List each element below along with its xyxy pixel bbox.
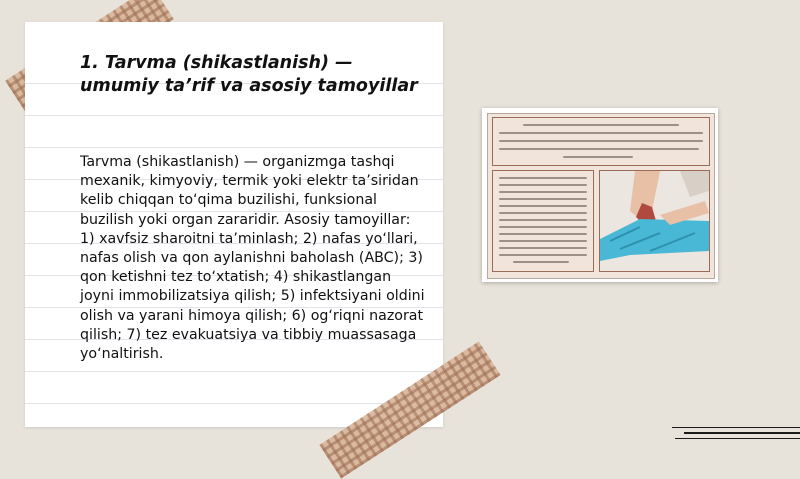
figure-card — [482, 108, 718, 282]
decorative-line-3 — [675, 438, 800, 439]
slide-title: 1. Tarvma (shikastlanish) — umumiy ta’rif va asosiy tamoyillar — [80, 53, 418, 96]
figure-caption-box — [492, 117, 710, 166]
figure-description-box — [492, 170, 594, 272]
figure-frame — [487, 113, 715, 279]
decorative-line-1 — [672, 427, 800, 428]
slide-body-text: Tarvma (shikastlanish) — organizmga tashqi mexanik, kimyoviy, termik yoki elektr ta’siridan kelib chiqqan to‘qima buzilishi, funksional buzilish yoki organ zararidir. Asosiy tamoyillar: 1) xavfsiz sharoitni ta’minlash; 2) nafas yo‘llari, nafas olish va qon aylanishni baholash (ABC); 3) qon ketishni tez to‘xtatish; 4) shikastlangan joyni immobilizatsiya qilish; 5) infektsiyani oldini olish va yarani himoya qilish; 6) og‘riqni nazorat qilish; 7) tez evakuatsiya va tibbiy muassasaga yo‘naltirish. — [80, 154, 425, 363]
bandaged-limb-illustration — [599, 170, 710, 272]
decorative-line-2 — [684, 432, 800, 434]
